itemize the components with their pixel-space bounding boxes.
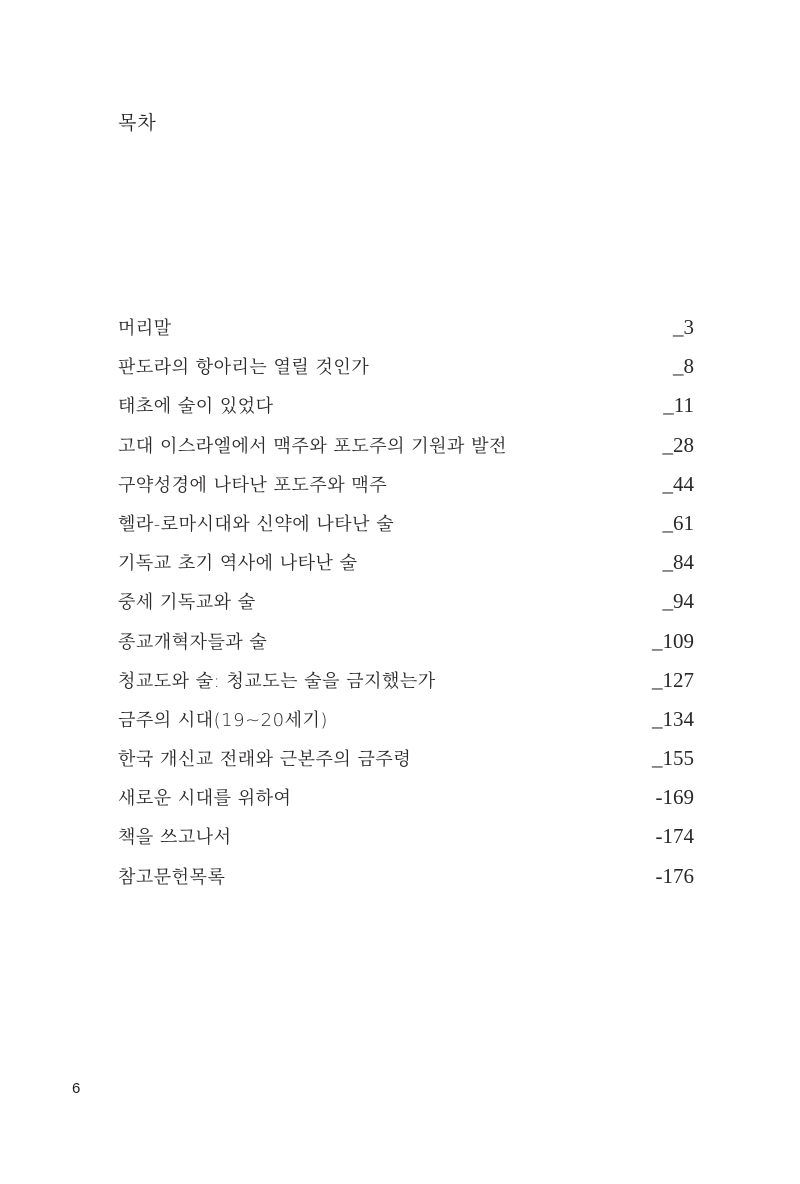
toc-entry-title: 기독교 초기 역사에 나타난 술 (118, 553, 358, 575)
toc-list (118, 308, 694, 896)
toc-entry-title: 헬라-로마시대와 신약에 나타난 술 (118, 513, 395, 535)
toc-entry[interactable] (118, 386, 694, 425)
toc-entry[interactable] (118, 661, 694, 700)
toc-entry-page: _155 (652, 746, 694, 771)
toc-entry[interactable] (118, 347, 694, 386)
toc-entry-page: _61 (662, 510, 694, 535)
toc-entry-page: _134 (652, 706, 694, 731)
toc-entry-page: _127 (652, 667, 694, 692)
toc-entry[interactable] (118, 739, 694, 778)
toc-entry-title: 책을 쓰고나서 (118, 827, 232, 849)
toc-entry[interactable] (118, 465, 694, 504)
toc-entry[interactable] (118, 426, 694, 465)
toc-entry-page: -174 (655, 824, 694, 849)
toc-entry[interactable] (118, 308, 694, 347)
toc-entry[interactable] (118, 857, 694, 896)
toc-entry-page: _94 (662, 589, 694, 614)
toc-entry-title: 머리말 (118, 318, 172, 339)
toc-entry[interactable] (118, 622, 694, 661)
toc-entry-title: 구약성경에 나타난 포도주와 맥주 (118, 474, 388, 496)
toc-entry-page: _11 (663, 393, 694, 418)
toc-entry[interactable] (118, 817, 694, 856)
toc-entry-page: -176 (655, 863, 694, 888)
toc-entry-page: _44 (662, 471, 694, 496)
toc-entry-page: _84 (662, 550, 694, 575)
toc-entry-title: 금주의 시대(19~20세기) (118, 709, 328, 731)
toc-entry[interactable] (118, 778, 694, 817)
toc-entry[interactable] (118, 582, 694, 621)
toc-entry[interactable] (118, 543, 694, 582)
toc-entry-title: 종교개혁자들과 술 (118, 631, 268, 653)
toc-entry[interactable] (118, 700, 694, 739)
toc-entry-title: 중세 기독교와 술 (118, 592, 256, 614)
toc-entry-page: _28 (662, 432, 694, 457)
toc-heading: 목차 (118, 112, 157, 134)
toc-entry-title: 새로운 시대를 위하여 (118, 788, 292, 810)
page-number: 6 (72, 1080, 81, 1097)
toc-entry-page: _8 (673, 354, 694, 379)
toc-entry-title: 한국 개신교 전래와 근본주의 금주령 (118, 749, 412, 771)
toc-entry-title: 참고문헌목록 (118, 866, 226, 888)
toc-entry-page: -169 (655, 785, 694, 810)
toc-entry-title: 태초에 술이 있었다 (118, 396, 274, 418)
toc-entry-page: _109 (652, 628, 694, 653)
toc-entry-title: 고대 이스라엘에서 맥주와 포도주의 기원과 발전 (118, 435, 507, 457)
toc-entry[interactable] (118, 504, 694, 543)
toc-entry-page: _3 (673, 315, 694, 339)
toc-entry-title: 청교도와 술: 청교도는 술을 금지했는가 (118, 670, 436, 692)
toc-entry-title: 판도라의 항아리는 열릴 것인가 (118, 357, 370, 379)
